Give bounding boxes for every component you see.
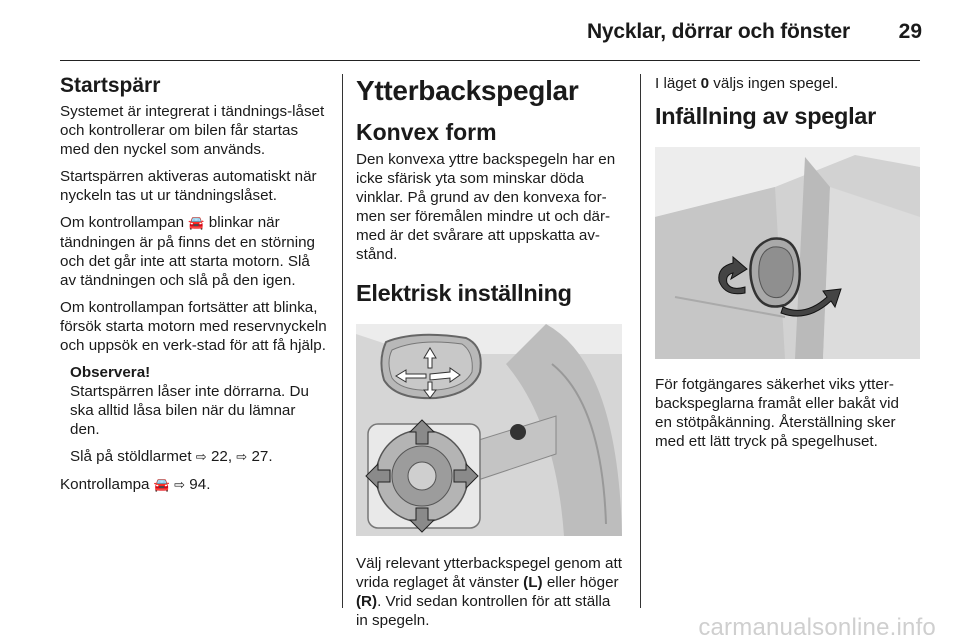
note-title: Observera! — [70, 364, 151, 381]
chapter-heading-ytterbackspeglar: Ytterbackspeglar — [356, 75, 579, 106]
note-block — [60, 363, 328, 467]
paragraph: Systemet är integrerat i tändnings-låset och kontrollerar om bilen får startas med den nyckel som används. — [60, 103, 325, 158]
section-heading-infallning: Infällning av speglar — [655, 103, 876, 129]
column-infallning — [655, 74, 920, 459]
page-title: Nycklar, dörrar och fönster — [586, 20, 850, 43]
page-number: 29 — [898, 20, 922, 43]
paragraph: I läget 0 väljs ingen spegel. — [655, 75, 839, 92]
immobilizer-lamp-icon: 🚘 — [188, 216, 205, 231]
immobilizer-lamp-icon: 🚘 — [153, 478, 170, 493]
lamp-reference: Kontrollampa 🚘 ⇨ 94. — [60, 476, 211, 493]
section-heading-startsparr: Startspärr — [60, 74, 161, 97]
page-link[interactable]: 22, — [210, 448, 233, 465]
sub-heading-konvex-form: Konvex form — [356, 119, 497, 145]
paragraph: Välj relevant ytterbackspegel genom att vrida reglaget åt vänster (L) eller höger (R). Vrid sedan kontrollen för att ställa in spegeln. — [356, 555, 622, 629]
paragraph: För fotgängares säkerhet viks ytter-backspeglarna framåt eller bakåt vid en stötpåkänning. Återställning sker med ett lätt tryck på spegelhuset. — [655, 376, 899, 450]
watermark: carmanualsonline.info — [698, 614, 936, 641]
note-reference: Slå på stöldlarmet ⇨ 22, ⇨ 27. — [70, 448, 273, 465]
paragraph: Om kontrollampan fortsätter att blinka, försök starta motorn med reservnyckeln och uppsök en verk-stad för att få hjälp. — [60, 299, 327, 354]
note-text: Startspärren låser inte dörrarna. Du ska alltid låsa bilen när du lämnar den. — [70, 383, 309, 438]
page-reference-arrow-icon: ⇨ — [174, 478, 186, 493]
paragraph: Om kontrollampan 🚘 blinkar när tändningen är på finns det en störning och det går inte att starta motorn. Slå av tändningen och slå på den igen. — [60, 214, 315, 289]
page-link[interactable]: 94. — [189, 476, 211, 493]
header-divider — [60, 60, 920, 61]
paragraph: Startspärren aktiveras automatiskt när nyckeln tas ut ur tändningslåset. — [60, 168, 317, 204]
mirror-folding-illustration — [655, 147, 920, 359]
page-reference-arrow-icon: ⇨ — [236, 450, 248, 465]
sub-heading-elektrisk-installning: Elektrisk inställning — [356, 280, 572, 306]
mirror-control-illustration — [356, 324, 622, 536]
column-startsparr — [60, 74, 328, 503]
column-ytterbackspeglar — [356, 74, 624, 638]
column-divider-1 — [342, 74, 343, 608]
column-divider-2 — [640, 74, 641, 608]
paragraph: Den konvexa yttre backspegeln har en icke sfärisk yta som minskar döda vinklar. På grund av den konvexa for-men ser föremålen mindre ut och där-med är det svårare att uppskatta av-stånd. — [356, 151, 616, 263]
page-reference-arrow-icon: ⇨ — [195, 450, 207, 465]
page-header — [0, 0, 960, 60]
page-link[interactable]: 27. — [251, 448, 273, 465]
